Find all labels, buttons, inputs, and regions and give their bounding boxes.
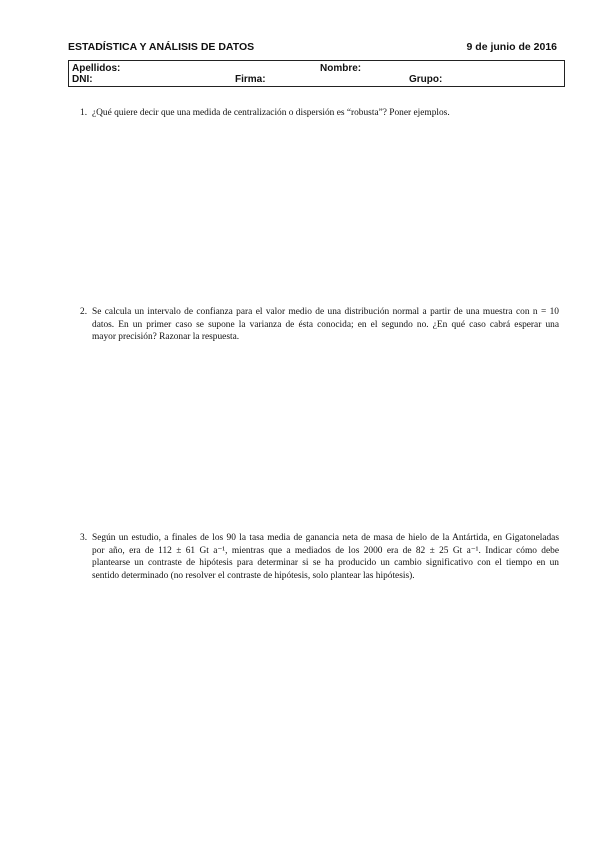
question-text — [92, 107, 559, 120]
question-text — [92, 306, 559, 344]
group-label: Grupo: — [409, 74, 443, 85]
question-line: por año, era de 112 ± 61 Gt a⁻¹, mientras que a mediados de los 2000 era de 82 ± 25 Gt a⁻¹. Indicar cómo debe — [92, 545, 559, 556]
name-label: Nombre: — [320, 63, 362, 74]
signature-label: Firma: — [235, 74, 266, 85]
question-line: sentido determinado (no resolver el contraste de hipótesis, solo plantear las hipótesis). — [92, 570, 415, 581]
question-line: datos. En un primer caso se supone la varianza de ésta conocida; en el segundo no. ¿En qué caso cabrá esperar una — [92, 319, 559, 330]
student-info-box — [68, 60, 565, 87]
course-title: ESTADÍSTICA Y ANÁLISIS DE DATOS — [68, 41, 255, 53]
question-2 — [80, 306, 559, 344]
question-1 — [80, 107, 559, 120]
question-number: 3. — [80, 533, 88, 543]
surname-label: Apellidos: — [72, 63, 121, 74]
question-line: plantearse un contraste de hipótesis para determinar si se ha producido un cambio significativo con el tiempo en un — [92, 558, 559, 569]
question-line: ¿Qué quiere decir que una medida de centralización o dispersión es “robusta”? Poner ejemplos. — [92, 108, 450, 118]
exam-date: 9 de junio de 2016 — [466, 41, 557, 53]
question-number: 2. — [80, 307, 88, 317]
question-line: Según un estudio, a finales de los 90 la tasa media de ganancia neta de masa de hielo de la Antártida, en Gigatoneladas — [92, 533, 559, 543]
id-label: DNI: — [72, 74, 93, 85]
question-text — [92, 532, 559, 582]
question-line: mayor precisión? Razonar la respuesta. — [92, 332, 240, 343]
question-3 — [80, 532, 559, 582]
question-line: Se calcula un intervalo de confianza para el valor medio de una distribución normal a partir de una muestra con n = 10 — [92, 307, 559, 317]
page-header — [68, 41, 557, 55]
question-number: 1. — [80, 108, 88, 118]
